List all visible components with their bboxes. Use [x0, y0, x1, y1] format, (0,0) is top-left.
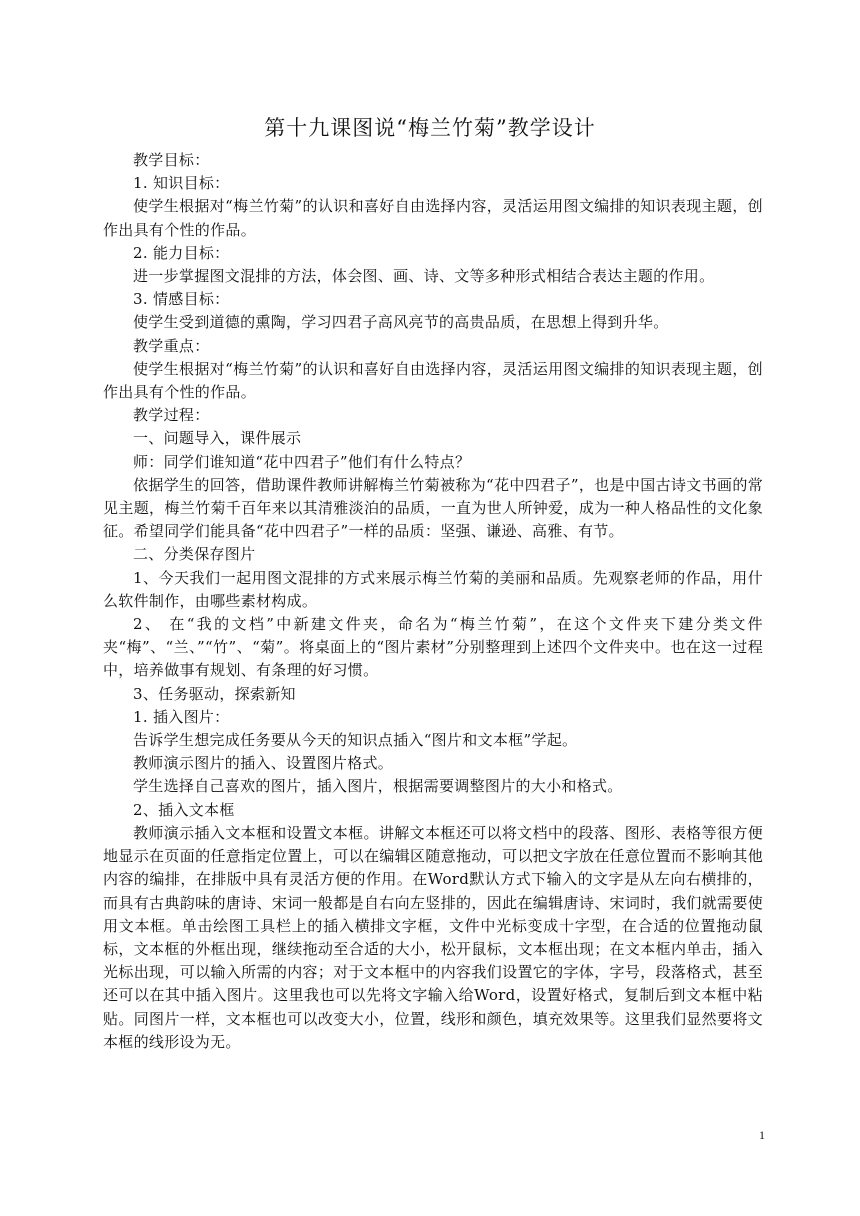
paragraph: 1. 知识目标： — [133, 174, 230, 193]
paragraph: 使学生根据对“梅兰竹菊”的认识和喜好自由选择内容，灵活运用图文编排的知识表现主题，创作出具有个性的作品。 — [103, 359, 763, 402]
document-title: 第十九课图说“梅兰竹菊”教学设计 — [264, 116, 596, 140]
paragraph: 二、分类保存图片 — [133, 545, 256, 564]
paragraph: 教师演示图片的插入、设置图片格式。 — [133, 754, 394, 773]
paragraph: 使学生根据对“梅兰竹菊”的认识和喜好自由选择内容，灵活运用图文编排的知识表现主题，创作出具有个性的作品。 — [103, 197, 763, 239]
paragraph: 3、任务驱动，探索新知 — [133, 684, 296, 703]
paragraph: 2、 在“我的文档”中新建文件夹，命名为“梅兰竹菊”，在这个文件夹下建分类文件夹“梅”、“兰、”“竹”、“菊”。将桌面上的“图片素材”分别整理到上述四个文件夹中。也在这一过程中，培养做事有规划、有条理的好习惯。 — [103, 615, 763, 680]
paragraph: 学生选择自己喜欢的图片，插入图片，根据需要调整图片的大小和格式。 — [133, 777, 623, 796]
page-number: 1 — [759, 1128, 765, 1142]
paragraph: 进一步掌握图文混排的方法，体会图、画、诗、文等多种形式相结合表达主题的作用。 — [133, 267, 715, 286]
paragraph: 1、今天我们一起用图文混排的方式来展示梅兰竹菊的美丽和品质。先观察老师的作品，用什么软件制作，由哪些素材构成。 — [103, 568, 763, 610]
paragraph: 使学生受到道德的熏陶，学习四君子高风亮节的高贵品质，在思想上得到升华。 — [133, 313, 669, 332]
paragraph: 师：同学们谁知道“花中四君子”他们有什么特点？ — [133, 452, 471, 471]
document-body — [103, 149, 763, 1054]
paragraph: 告诉学生想完成任务要从今天的知识点插入“图片和文本框”学起。 — [133, 731, 578, 750]
paragraph: 3. 情感目标： — [133, 290, 230, 309]
paragraph: 2. 能力目标： — [133, 243, 230, 262]
paragraph: 一、问题导入，课件展示 — [133, 429, 302, 448]
paragraph: 依据学生的回答，借助课件教师讲解梅兰竹菊被称为“花中四君子”，也是中国古诗文书画的常见主题，梅兰竹菊千百年来以其清雅淡泊的品质，一直为世人所钟爱，成为一种人格品性的文化象征。希望同学们能具备“花中四君子”一样的品质：坚强、谦逊、高雅、有节。 — [103, 475, 763, 541]
paragraph: 教学重点： — [133, 336, 210, 355]
paragraph: 教学过程： — [133, 406, 210, 425]
paragraph: 1. 插入图片： — [133, 707, 230, 726]
paragraph: 2、插入文本框 — [133, 800, 235, 819]
paragraph: 教师演示插入文本框和设置文本框。讲解文本框还可以将文档中的段落、图形、表格等很方便地显示在页面的任意指定位置上，可以在编辑区随意拖动，可以把文字放在任意位置而不影响其他内容的编排，在排版中具有灵活方便的作用。在Word默认方式下输入的文字是从左向右横排的，而具有古典韵味的唐诗、宋词一般都是自右向左竖排的，因此在编辑唐诗、宋词时，我们就需要使用文本框。单击绘图工具栏上的插入横排文字框，文件中光标变成十字型，在合适的位置拖动鼠标，文本框的外框出现，继续拖动至合适的大小，松开鼠标，文本框出现；在文本框内单击，插入光标出现，可以输入所需的内容；对于文本框中的内容我们设置它的字体，字号，段落格式，甚至还可以在其中插入图片。这里我也可以先将文字输入给Word，设置好格式，复制后到文本框中粘贴。同图片一样，文本框也可以改变大小，位置，线形和颜色，填充效果等。这里我们显然要将文本框的线形设为无。 — [103, 823, 763, 1051]
paragraph: 教学目标： — [133, 151, 210, 169]
